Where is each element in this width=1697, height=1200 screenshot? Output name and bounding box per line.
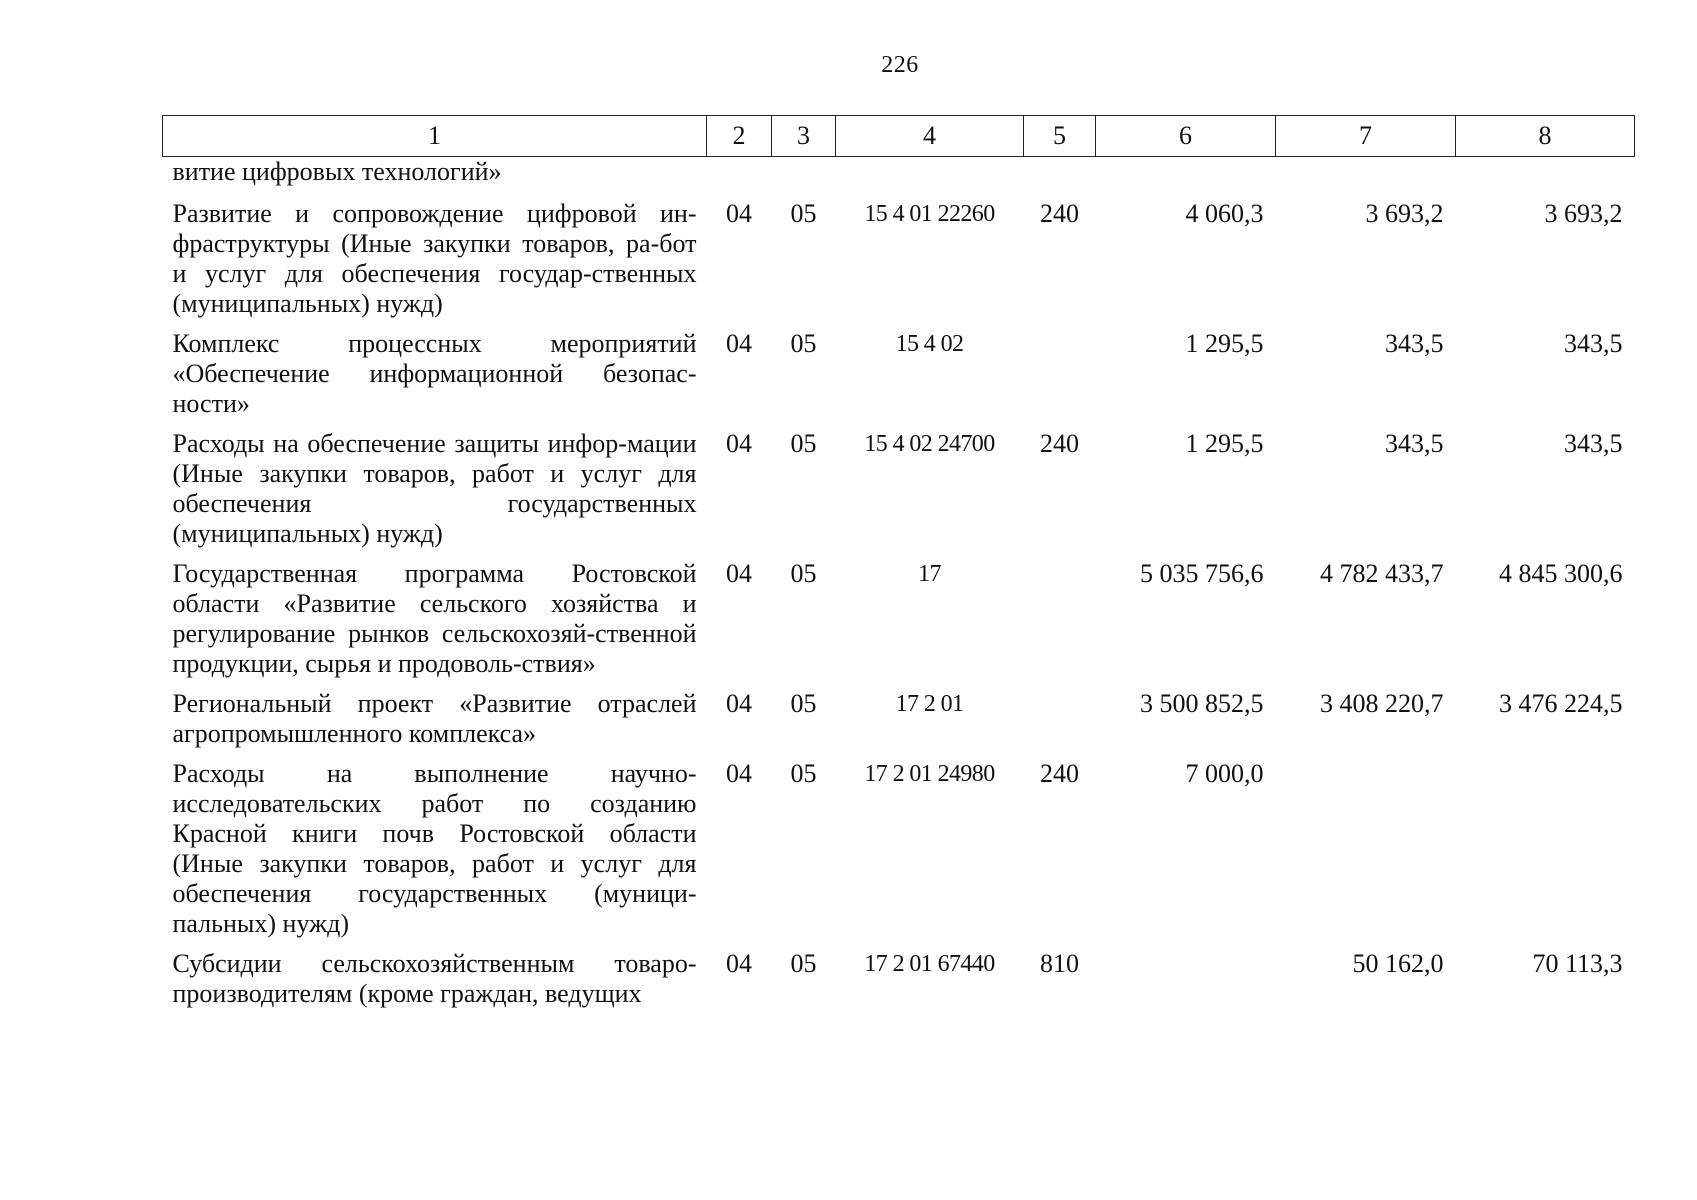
cell-year1: 3 500 852,5 [1140, 689, 1264, 718]
cell-pr: 05 [790, 949, 817, 978]
row-description: Развитие и сопровождение цифровой ин-фраструктуры (Иные закупки товаров, ра-бот и услуг для обеспечения государ-ственных (муниципальных) нужд) [172, 199, 697, 318]
cell-rz: 04 [726, 689, 752, 718]
row-description: Государственная программа Ростовской области «Развитие сельского хозяйства и регулирование рынков сельскохозяй-ственной продукции, сырья и продоволь-ствия» [172, 559, 697, 678]
cell-year1: 1 295,5 [1185, 329, 1264, 358]
cell-csr: 15 4 02 [895, 331, 964, 357]
table-row [163, 329, 1635, 429]
cell-vr [1024, 329, 1096, 429]
cell-csr: 17 [918, 561, 941, 587]
header-cell: 1 [163, 116, 707, 157]
cell-pr: 05 [790, 429, 817, 458]
header-cell: 6 [1096, 116, 1276, 157]
row-description: Расходы на выполнение научно-исследовательских работ по созданию Красной книги почв Ростовской области (Иные закупки товаров, работ и услуг для обеспечения государственных (муници-пальных) нужд) [172, 759, 697, 938]
cell-year3: 70 113,3 [1532, 949, 1623, 978]
cell-year3: 3 476 224,5 [1499, 689, 1623, 718]
header-cell: 4 [836, 116, 1024, 157]
cell-year2: 343,5 [1385, 429, 1444, 458]
cell-csr: 15 4 02 24700 [864, 431, 995, 457]
table-row [163, 759, 1635, 949]
cell-year3: 4 845 300,6 [1499, 559, 1623, 588]
row-description: Региональный проект «Развитие отраслей агропромышленного комплекса» [172, 689, 697, 748]
cell-pr: 05 [790, 559, 817, 588]
header-row [163, 116, 1635, 157]
cell-rz: 04 [726, 949, 752, 978]
cell-year2: 3 408 220,7 [1320, 689, 1444, 718]
cell-pr: 05 [790, 689, 817, 718]
table-row [163, 429, 1635, 559]
cell-year2: 3 693,2 [1365, 199, 1444, 228]
cell-vr: 240 [1040, 199, 1079, 228]
row-description: Комплекс процессных мероприятий «Обеспечение информационной безопас-ности» [172, 329, 697, 418]
cell-csr: 17 2 01 24980 [864, 761, 995, 787]
cell-rz: 04 [726, 759, 752, 788]
cell-vr: 240 [1040, 429, 1079, 458]
cell-vr: 810 [1040, 949, 1079, 978]
table-row [163, 559, 1635, 689]
table-row [163, 199, 1635, 329]
row-description: Субсидии сельскохозяйственным товаро-производителям (кроме граждан, ведущих [172, 949, 697, 1008]
cell-vr [1024, 559, 1096, 689]
cell-year1: 5 035 756,6 [1140, 559, 1264, 588]
cell-year3: 3 693,2 [1544, 199, 1623, 228]
row-description: Расходы на обеспечение защиты инфор-мации (Иные закупки товаров, работ и услуг для обеспечения государственных (муниципальных) нужд) [172, 429, 697, 548]
cell-year3: 343,5 [1564, 429, 1623, 458]
header-cell: 7 [1276, 116, 1456, 157]
budget-table [162, 115, 1635, 1019]
budget-table-container [162, 115, 1634, 1019]
header-cell: 8 [1456, 116, 1635, 157]
cell-pr: 05 [790, 759, 817, 788]
cell-year2: 50 162,0 [1352, 949, 1444, 978]
cell-rz: 04 [726, 559, 752, 588]
cell-rz: 04 [726, 329, 752, 358]
header-cell: 2 [707, 116, 772, 157]
header-cell: 3 [772, 116, 836, 157]
cell-pr: 05 [790, 199, 817, 228]
cell-rz: 04 [726, 429, 752, 458]
cell-csr: 15 4 01 22260 [864, 201, 995, 227]
continuation-text: витие цифровых технологий» [172, 157, 502, 186]
cell-rz: 04 [726, 199, 752, 228]
cell-csr: 17 2 01 67440 [864, 951, 995, 977]
cell-year2: 343,5 [1385, 329, 1444, 358]
cell-year3 [1456, 759, 1635, 949]
cell-year1 [1096, 949, 1276, 1019]
page-number: 226 [881, 52, 919, 78]
cell-csr: 17 2 01 [895, 691, 964, 717]
cell-year1: 4 060,3 [1185, 199, 1264, 228]
cell-year1: 1 295,5 [1185, 429, 1264, 458]
header-cell: 5 [1024, 116, 1096, 157]
cell-pr: 05 [790, 329, 817, 358]
cell-vr: 240 [1040, 759, 1079, 788]
continuation-row [163, 157, 1635, 200]
cell-year1: 7 000,0 [1185, 759, 1264, 788]
cell-year2 [1276, 759, 1456, 949]
cell-vr [1024, 689, 1096, 759]
table-row [163, 689, 1635, 759]
cell-year2: 4 782 433,7 [1320, 559, 1444, 588]
table-row [163, 949, 1635, 1019]
cell-year3: 343,5 [1564, 329, 1623, 358]
